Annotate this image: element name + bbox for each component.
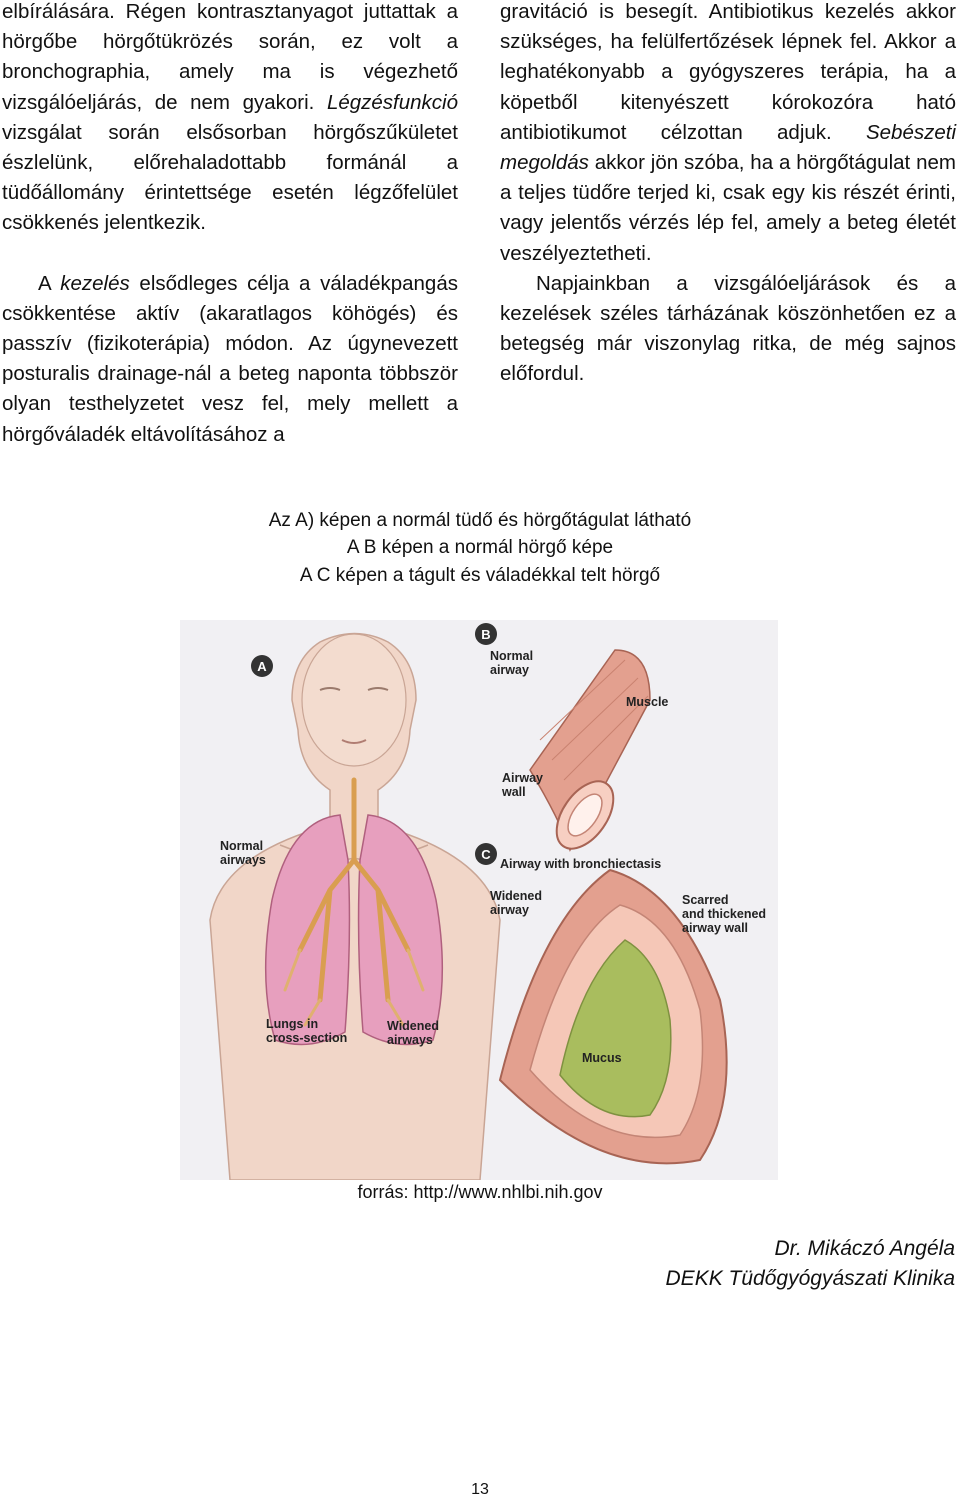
caption-line: A B képen a normál hörgő képe bbox=[346, 537, 614, 559]
paragraph: A kezelés elsődleges célja a váladékpangás csökkentése aktív (akaratlagos köhögés) és passzív (fizikoterápia) módon. Az úgynevezett posturalis drainage-nál a beteg naponta többször olyan testhelyzetet vesz fel, mely mellett a hörgőváladék eltávolításához a bbox=[2, 271, 458, 446]
figure-source: forrás: http://www.nhlbi.nih.gov bbox=[357, 1182, 603, 1202]
label-normal-airways: Normal airways bbox=[220, 839, 266, 867]
panel-b-badge bbox=[475, 623, 497, 645]
normal-airway-tube bbox=[530, 650, 650, 859]
caption-line: A C képen a tágult és váladékkal telt hörgő bbox=[299, 564, 661, 586]
paragraph: elbírálására. Régen kontrasztanyagot juttattak a hörgőbe hörgőtükrözés során, ez volt a bronchographia, amely ma is végezhető vizsgálóeljárás, de nem gyakori. Légzésfunkció vizsgálat során elsősorban hörgőszűkületet észlelünk, előrehaladottabb formánál a tüdőállomány érintettsége esetén légzőfelület csökkenés jelentkezik. bbox=[2, 0, 458, 235]
label-airway-with-bronchiectasis: Airway with bronchiectasis bbox=[500, 857, 662, 871]
label-widened-airway: Widened airway bbox=[490, 889, 542, 917]
panel-b-letter: B bbox=[481, 627, 491, 642]
caption-line: Az A) képen a normál tüdő és hörgőtágulat látható bbox=[268, 510, 692, 531]
label-lungs-cross-section: Lungs in cross-section bbox=[266, 1017, 348, 1045]
paragraph: gravitáció is besegít. Antibiotikus kezelés akkor szükséges, ha felülfertőzések lépnek fel. Akkor a leghatékonyabb a gyógyszeres terápia, ha a köpetből kitenyészett kórokozóra ható antibiotikumot célzottan adjuk. Sebészeti megoldás akkor jön szóba, ha a hörgőtágulat nem a teljes tüdőre terjed ki, csak egy kis részét érinti, vagy jelentős vérzés lép fel, amely a beteg életét veszélyeztetheti. bbox=[500, 0, 956, 265]
author-affiliation: DEKK Tüdőgyógyászati Klinika bbox=[665, 1267, 955, 1290]
figure-caption bbox=[0, 507, 960, 589]
author-name: Dr. Mikáczó Angéla bbox=[774, 1237, 955, 1260]
label-airway-wall: Airway wall bbox=[502, 771, 543, 799]
label-scarred-wall: Scarred and thickened airway wall bbox=[682, 893, 767, 935]
panel-a-badge bbox=[251, 655, 273, 677]
term-legzesfunkcio: Légzésfunkció bbox=[326, 90, 458, 114]
torso bbox=[210, 634, 500, 1181]
panel-c-badge bbox=[475, 843, 497, 865]
term-kezeles: kezelés bbox=[60, 271, 130, 295]
paragraph: Napjainkban a vizsgálóeljárások és a kezelések széles tárházának köszönhetően ez a betegség már viszonylag ritka, de még sajnos előfordul. bbox=[500, 271, 956, 386]
label-muscle: Muscle bbox=[626, 695, 669, 709]
label-normal-airway: Normal airway bbox=[490, 649, 534, 677]
right-column bbox=[500, 0, 956, 390]
signature bbox=[666, 1234, 955, 1294]
label-widened-airways: Widened airways bbox=[387, 1019, 439, 1047]
panel-c-letter: C bbox=[481, 847, 491, 862]
panel-a-letter: A bbox=[257, 659, 267, 674]
term-sebeszeti-megoldas: Sebészeti megoldás bbox=[500, 120, 956, 175]
label-mucus: Mucus bbox=[582, 1051, 622, 1065]
illustration-svg bbox=[180, 620, 778, 1180]
page-number: 13 bbox=[471, 1481, 489, 1498]
bronchiectasis-illustration bbox=[180, 620, 778, 1180]
left-column bbox=[2, 0, 458, 450]
